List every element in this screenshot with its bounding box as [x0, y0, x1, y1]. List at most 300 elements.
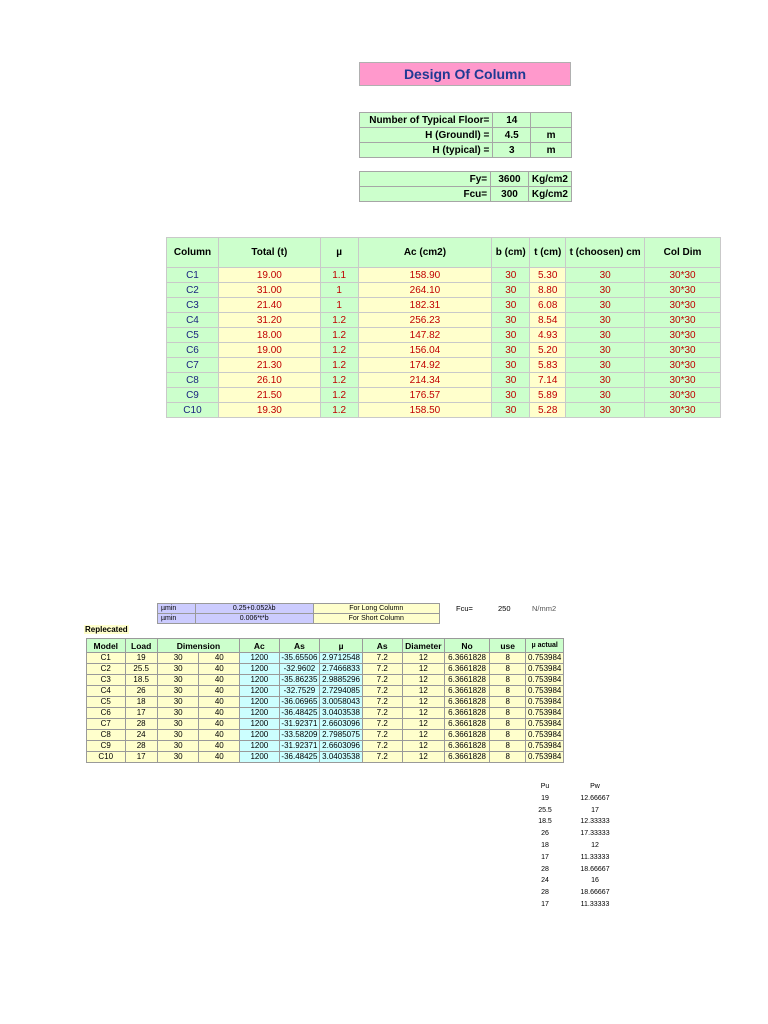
header-cell: Pu [540, 783, 550, 790]
table-row [87, 752, 564, 763]
table-cell: 256.23 [358, 313, 492, 328]
table-cell: 5.20 [530, 343, 566, 358]
table-cell: 5.83 [530, 358, 566, 373]
table-cell: 6.3661828 [445, 730, 490, 741]
table-cell: 30 [492, 283, 530, 298]
fcu-value: 250 [498, 604, 511, 613]
table-cell: -33.58209 [279, 730, 320, 741]
page-title: Design Of Column [359, 62, 571, 86]
header-cell: Model [87, 639, 126, 653]
table-cell: 8.54 [530, 313, 566, 328]
table-row [87, 686, 564, 697]
table-cell: 214.34 [358, 373, 492, 388]
table-cell: C10 [87, 752, 126, 763]
table-cell: 12 [402, 730, 445, 741]
table-cell: 30 [566, 298, 645, 313]
mu-min-row [158, 614, 440, 624]
table-cell: 30*30 [645, 403, 721, 418]
param-value[interactable]: 14 [493, 113, 531, 128]
param-value[interactable]: 300 [491, 187, 529, 202]
header-cell: Dimension [157, 639, 239, 653]
table-cell: C6 [167, 343, 219, 358]
table-cell: 18.5 [538, 818, 552, 826]
table-cell: 30 [157, 664, 199, 675]
table-cell: C4 [167, 313, 219, 328]
table-cell: 17 [541, 853, 549, 861]
table-row [87, 741, 564, 752]
table-cell: 40 [199, 730, 240, 741]
table-cell: 1.2 [320, 403, 358, 418]
table-cell: C10 [167, 403, 219, 418]
table-cell: 30 [157, 697, 199, 708]
table-cell: 30 [492, 328, 530, 343]
table-header-row [527, 781, 627, 793]
table-cell: 11.33333 [580, 900, 610, 908]
table-cell: 5.89 [530, 388, 566, 403]
table-row [167, 403, 721, 418]
table-cell: 12 [402, 752, 445, 763]
table-cell: 28 [125, 719, 157, 730]
table-row [87, 664, 564, 675]
table-row [167, 283, 721, 298]
table-cell: 30 [566, 328, 645, 343]
table-cell: 19.00 [218, 343, 320, 358]
table-cell: C5 [87, 697, 126, 708]
table-cell: 1200 [240, 664, 280, 675]
table-cell: 8 [489, 752, 525, 763]
table-cell: 7.2 [362, 730, 402, 741]
table-cell: 30 [566, 343, 645, 358]
table-cell: 1200 [240, 686, 280, 697]
table-cell: 12 [402, 653, 445, 664]
table-cell: 182.31 [358, 298, 492, 313]
table-row [527, 899, 627, 911]
table-row [167, 358, 721, 373]
table-row [167, 313, 721, 328]
table-cell: 40 [199, 708, 240, 719]
table-cell: 1200 [240, 730, 280, 741]
table-cell: 1.2 [320, 373, 358, 388]
table-row [87, 708, 564, 719]
table-cell: C1 [87, 653, 126, 664]
header-cell: As [279, 639, 320, 653]
table-cell: 1200 [240, 675, 280, 686]
param-label: H (Groundl) = [360, 128, 493, 143]
param-value[interactable]: 3600 [491, 172, 529, 187]
table-cell: 17 [125, 752, 157, 763]
table-cell: C7 [167, 358, 219, 373]
table-cell: 0.753984 [526, 752, 564, 763]
table-cell: 6.3661828 [445, 653, 490, 664]
table-cell: -35.86235 [279, 675, 320, 686]
table-cell: 12 [402, 719, 445, 730]
fcu-unit: N/mm2 [532, 604, 557, 613]
table-cell: 0.753984 [526, 686, 564, 697]
table-cell: 0.753984 [526, 708, 564, 719]
table-cell: 7.2 [362, 653, 402, 664]
table-cell: 12 [591, 841, 599, 849]
table-cell: 30 [492, 403, 530, 418]
table-row [167, 388, 721, 403]
table-cell: 6.3661828 [445, 752, 490, 763]
table-cell: 2.9885296 [320, 675, 363, 686]
table-cell: 8 [489, 741, 525, 752]
mu-min-row [158, 604, 440, 614]
table-row [87, 653, 564, 664]
table-cell: 28 [541, 889, 549, 897]
table-cell: -31.92371 [279, 719, 320, 730]
table-header-row [87, 639, 564, 653]
table-cell: 1200 [240, 708, 280, 719]
mu-min-note: For Short Column [313, 614, 440, 624]
header-cell: Load [125, 639, 157, 653]
table-cell: 30 [157, 730, 199, 741]
header-cell: Diameter [402, 639, 445, 653]
table-row [167, 343, 721, 358]
table-cell: C5 [167, 328, 219, 343]
table-cell: 30 [492, 298, 530, 313]
table-cell: 30 [157, 653, 199, 664]
table-cell: 1.2 [320, 343, 358, 358]
column-design-table [166, 237, 721, 418]
table-cell: C7 [87, 719, 126, 730]
table-cell: 40 [199, 719, 240, 730]
table-cell: 1.2 [320, 388, 358, 403]
table-cell: 147.82 [358, 328, 492, 343]
table-cell: 3.0403538 [320, 752, 363, 763]
table-cell: 40 [199, 653, 240, 664]
table-cell: C9 [167, 388, 219, 403]
param-unit: Kg/cm2 [528, 187, 571, 202]
table-cell: 26.10 [218, 373, 320, 388]
table-cell: 1200 [240, 741, 280, 752]
table-cell: -35.65506 [279, 653, 320, 664]
table-cell: 30*30 [645, 388, 721, 403]
table-cell: 5.30 [530, 268, 566, 283]
table-cell: 30*30 [645, 343, 721, 358]
table-cell: 21.40 [218, 298, 320, 313]
table-cell: 5.28 [530, 403, 566, 418]
table-cell: 30 [157, 752, 199, 763]
replicated-table [86, 638, 564, 763]
table-row [167, 298, 721, 313]
header-cell: Ac [240, 639, 280, 653]
table-cell: 0.753984 [526, 697, 564, 708]
table-cell: 30 [157, 719, 199, 730]
table-cell: 8 [489, 675, 525, 686]
table-cell: 30 [566, 403, 645, 418]
table-cell: 0.753984 [526, 653, 564, 664]
table-cell: 30 [492, 343, 530, 358]
param-row [360, 172, 572, 187]
table-cell: 18.66667 [580, 865, 610, 873]
table-cell: 1200 [240, 697, 280, 708]
table-cell: 40 [199, 686, 240, 697]
table-row [527, 793, 627, 805]
table-cell: 6.3661828 [445, 664, 490, 675]
header-cell: b (cm) [492, 238, 530, 268]
header-cell: Column [167, 238, 219, 268]
header-cell: No [445, 639, 490, 653]
table-cell: 30 [566, 358, 645, 373]
table-cell: 12 [402, 708, 445, 719]
table-cell: C3 [87, 675, 126, 686]
table-cell: 30 [566, 388, 645, 403]
table-cell: 8 [489, 730, 525, 741]
table-cell: 1200 [240, 752, 280, 763]
table-header-row [167, 238, 721, 268]
table-cell: 24 [125, 730, 157, 741]
header-cell: t (cm) [530, 238, 566, 268]
table-cell: 8 [489, 719, 525, 730]
table-cell: 7.2 [362, 719, 402, 730]
table-row [87, 675, 564, 686]
table-cell: 18 [541, 841, 549, 849]
table-cell: 40 [199, 664, 240, 675]
table-cell: 30*30 [645, 283, 721, 298]
param-unit: m [531, 143, 572, 158]
table-cell: -36.48425 [279, 708, 320, 719]
table-cell: 30 [157, 675, 199, 686]
table-cell: 1200 [240, 719, 280, 730]
param-value[interactable]: 4.5 [493, 128, 531, 143]
header-cell: Total (t) [218, 238, 320, 268]
table-cell: 1.2 [320, 358, 358, 373]
table-cell: 40 [199, 741, 240, 752]
table-cell: 6.3661828 [445, 686, 490, 697]
table-cell: C2 [87, 664, 126, 675]
table-cell: 40 [199, 752, 240, 763]
table-cell: 40 [199, 675, 240, 686]
table-cell: 7.2 [362, 741, 402, 752]
table-cell: -36.48425 [279, 752, 320, 763]
table-cell: 8 [489, 653, 525, 664]
table-cell: 0.753984 [526, 741, 564, 752]
table-cell: 30 [492, 388, 530, 403]
table-cell: 12 [402, 675, 445, 686]
table-cell: 1.1 [320, 268, 358, 283]
table-cell: 30 [157, 686, 199, 697]
table-cell: 31.00 [218, 283, 320, 298]
table-cell: 18 [125, 697, 157, 708]
table-cell: 158.50 [358, 403, 492, 418]
param-row [360, 143, 572, 158]
table-cell: 7.14 [530, 373, 566, 388]
table-row [87, 719, 564, 730]
table-cell: 158.90 [358, 268, 492, 283]
table-row [527, 852, 627, 864]
table-cell: 1200 [240, 653, 280, 664]
table-row [167, 268, 721, 283]
table-cell: 4.93 [530, 328, 566, 343]
param-value[interactable]: 3 [493, 143, 531, 158]
param-unit: Kg/cm2 [528, 172, 571, 187]
table-cell: 19.00 [218, 268, 320, 283]
table-cell: -31.92371 [279, 741, 320, 752]
table-cell: 18.66667 [580, 889, 610, 897]
table-cell: C3 [167, 298, 219, 313]
table-cell: 8.80 [530, 283, 566, 298]
table-cell: 30 [492, 313, 530, 328]
table-cell: 30 [566, 313, 645, 328]
table-cell: 26 [125, 686, 157, 697]
table-cell: 12.33333 [580, 818, 610, 826]
table-cell: 2.6603096 [320, 719, 363, 730]
mu-min-symbol: µmin [158, 614, 196, 624]
table-cell: 2.7985075 [320, 730, 363, 741]
header-cell: Col Dim [645, 238, 721, 268]
table-cell: 3.0058043 [320, 697, 363, 708]
floor-params-table [359, 112, 572, 158]
table-cell: 11.33333 [580, 853, 610, 861]
table-cell: 1.2 [320, 328, 358, 343]
table-cell: 7.2 [362, 697, 402, 708]
material-params-table [359, 171, 572, 202]
header-cell: Ac (cm2) [358, 238, 492, 268]
param-label: Fcu= [360, 187, 491, 202]
table-cell: 30 [566, 268, 645, 283]
table-cell: 174.92 [358, 358, 492, 373]
table-cell: C1 [167, 268, 219, 283]
mu-min-symbol: µmin [158, 604, 196, 614]
param-label: Fy= [360, 172, 491, 187]
table-cell: 26 [541, 830, 549, 838]
param-row [360, 187, 572, 202]
table-cell: 40 [199, 697, 240, 708]
table-cell: 0.753984 [526, 730, 564, 741]
table-cell: 30*30 [645, 268, 721, 283]
pu-pw-table [527, 781, 627, 911]
replicated-label: Replecated [85, 625, 128, 634]
table-cell: 30*30 [645, 313, 721, 328]
table-cell: -32.7529 [279, 686, 320, 697]
table-cell: 31.20 [218, 313, 320, 328]
table-row [167, 373, 721, 388]
header-cell: µ [320, 238, 358, 268]
table-row [527, 864, 627, 876]
table-cell: 176.57 [358, 388, 492, 403]
param-row [360, 128, 572, 143]
table-cell: 6.3661828 [445, 708, 490, 719]
table-cell: 3.0403538 [320, 708, 363, 719]
table-cell: 2.6603096 [320, 741, 363, 752]
table-cell: 0.753984 [526, 664, 564, 675]
header-cell: t (choosen) cm [566, 238, 645, 268]
table-cell: 6.3661828 [445, 719, 490, 730]
table-cell: C9 [87, 741, 126, 752]
table-cell: 25.5 [538, 806, 552, 814]
table-cell: -36.06965 [279, 697, 320, 708]
table-cell: 7.2 [362, 675, 402, 686]
param-row [360, 113, 572, 128]
table-row [527, 875, 627, 887]
table-cell: 30 [566, 373, 645, 388]
mu-min-formula: 0.006*t*b [195, 614, 313, 624]
table-cell: 12 [402, 664, 445, 675]
header-cell: As [362, 639, 402, 653]
table-cell: 7.2 [362, 708, 402, 719]
table-cell: 30 [492, 358, 530, 373]
table-row [527, 828, 627, 840]
table-cell: 8 [489, 697, 525, 708]
table-cell: 7.2 [362, 664, 402, 675]
table-cell: 21.50 [218, 388, 320, 403]
table-cell: 18.5 [125, 675, 157, 686]
table-cell: 30 [566, 283, 645, 298]
table-cell: 1 [320, 283, 358, 298]
table-cell: 8 [489, 664, 525, 675]
param-label: H (typical) = [360, 143, 493, 158]
table-row [527, 887, 627, 899]
table-cell: 17 [591, 806, 599, 814]
table-cell: 30 [492, 373, 530, 388]
table-cell: 30 [157, 708, 199, 719]
table-cell: 7.2 [362, 752, 402, 763]
param-unit [531, 113, 572, 128]
table-cell: 156.04 [358, 343, 492, 358]
table-cell: 30 [157, 741, 199, 752]
table-cell: 25.5 [125, 664, 157, 675]
table-cell: 7.2 [362, 686, 402, 697]
table-cell: C6 [87, 708, 126, 719]
table-row [527, 816, 627, 828]
table-row [87, 730, 564, 741]
table-cell: C8 [87, 730, 126, 741]
table-cell: 30 [492, 268, 530, 283]
param-unit: m [531, 128, 572, 143]
table-cell: -32.9602 [279, 664, 320, 675]
table-cell: 19 [541, 794, 549, 802]
table-cell: 12 [402, 741, 445, 752]
table-cell: 2.7294085 [320, 686, 363, 697]
header-cell: Pw [590, 783, 600, 790]
param-label: Number of Typical Floor= [360, 113, 493, 128]
table-cell: C4 [87, 686, 126, 697]
table-cell: 6.08 [530, 298, 566, 313]
table-cell: 6.3661828 [445, 741, 490, 752]
table-cell: 30*30 [645, 298, 721, 313]
table-cell: 19.30 [218, 403, 320, 418]
table-cell: 30*30 [645, 373, 721, 388]
table-cell: C8 [167, 373, 219, 388]
table-cell: 21.30 [218, 358, 320, 373]
mu-min-note: For Long Column [313, 604, 440, 614]
header-cell: use [489, 639, 525, 653]
table-cell: 30*30 [645, 358, 721, 373]
table-cell: 30*30 [645, 328, 721, 343]
table-cell: 2.9712548 [320, 653, 363, 664]
header-cell: µ actual [526, 639, 564, 653]
table-cell: 17.33333 [580, 830, 610, 838]
header-cell: µ [320, 639, 363, 653]
table-cell: C2 [167, 283, 219, 298]
table-row [527, 840, 627, 852]
table-cell: 12 [402, 697, 445, 708]
table-cell: 264.10 [358, 283, 492, 298]
table-cell: 17 [541, 900, 549, 908]
table-cell: 19 [125, 653, 157, 664]
table-cell: 0.753984 [526, 719, 564, 730]
table-cell: 8 [489, 708, 525, 719]
table-cell: 1.2 [320, 313, 358, 328]
table-row [87, 697, 564, 708]
table-cell: 1 [320, 298, 358, 313]
table-cell: 18.00 [218, 328, 320, 343]
fcu-label: Fcu= [456, 604, 473, 613]
mu-min-table [157, 603, 440, 624]
table-cell: 28 [125, 741, 157, 752]
mu-min-formula: 0.25+0.052λb [195, 604, 313, 614]
